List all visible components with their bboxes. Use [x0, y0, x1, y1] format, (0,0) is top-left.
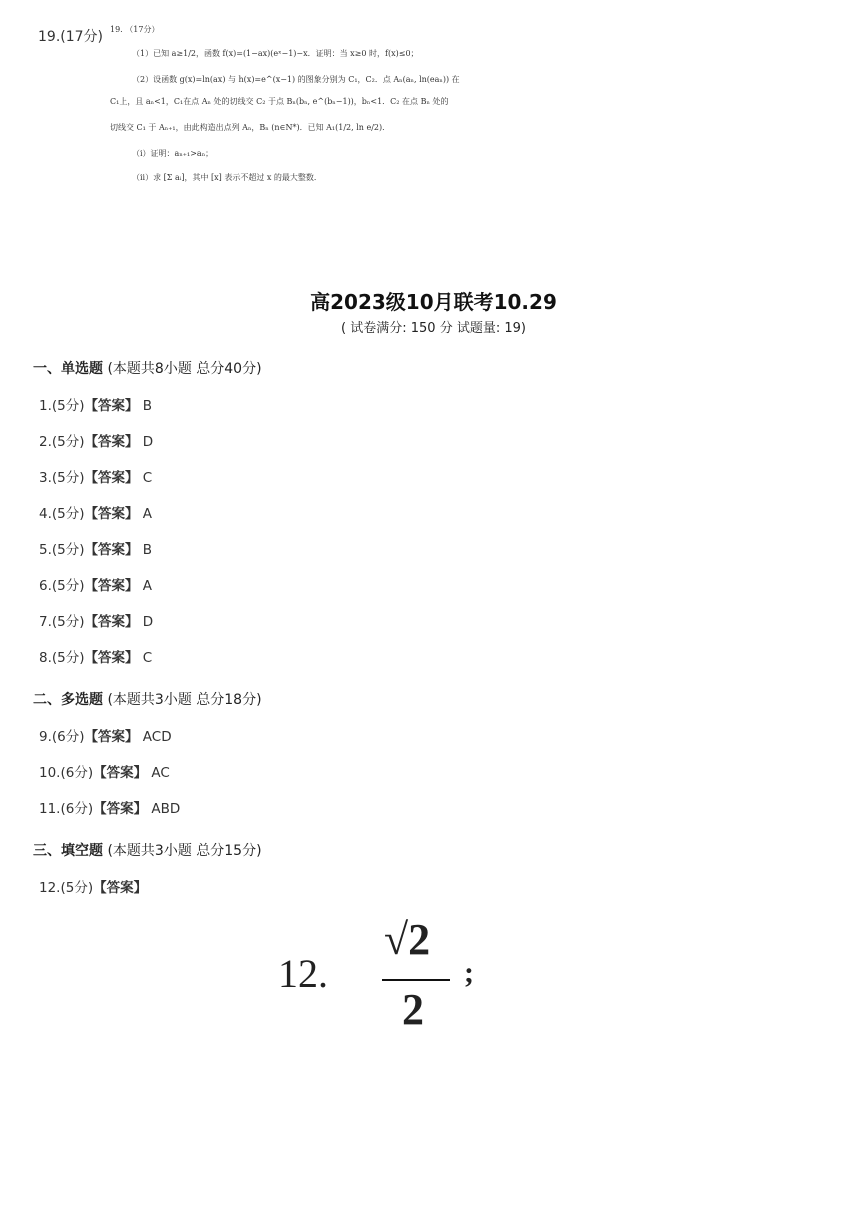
scan-line: 切线交 C₁ 于 Aₙ₊₁，由此构造出点列 Aₙ，Bₙ (n∈N*)．已知 A₁(1/2, ln e/2)．	[110, 123, 391, 132]
question-number: 10.(6分)	[39, 765, 94, 781]
answer-tag: 【答案】	[84, 506, 139, 522]
question-number: 5.(5分)	[39, 542, 85, 558]
answer-tag: 【答案】	[84, 398, 139, 414]
section-name: 二、多选题	[33, 692, 103, 708]
answer-item	[39, 725, 172, 745]
question-number: 3.(5分)	[39, 470, 85, 486]
section-name: 一、单选题	[33, 361, 103, 377]
answer-tag: 【答案】	[84, 434, 139, 450]
scan-line: C₁上，且 aₙ<1，C₁在点 Aₙ 处的切线交 C₂ 于点 Bₙ(bₙ, e^(bₙ−1))，bₙ<1．C₂ 在点 Bₙ 处的	[110, 97, 449, 106]
page-subtitle: ( 试卷满分: 150 分 试题量: 19)	[341, 321, 526, 336]
answer-tag: 【答案】	[84, 614, 139, 630]
question-number: 8.(5分)	[39, 650, 85, 666]
answer-value: C	[138, 470, 153, 486]
section-heading	[33, 840, 262, 860]
scan-line: （1）已知 a≥1/2，函数 f(x)=(1−ax)(eˣ−1)−x．证明：当 x≥0 时，f(x)≤0；	[132, 49, 419, 58]
answer-item	[39, 538, 152, 558]
scan-line: （ii）求 [Σ aᵢ]，其中 [x] 表示不超过 x 的最大整数．	[132, 173, 322, 182]
answer-value: C	[138, 650, 153, 666]
answer-value: A	[138, 578, 153, 594]
section-meta: (本题共3小题 总分18分)	[103, 692, 262, 708]
question-number: 9.(6分)	[39, 729, 85, 745]
answer-item	[39, 502, 152, 522]
question-19-label: 19.(17分)	[38, 29, 104, 45]
scan-line: （i）证明：aₙ₊₁>aₙ；	[132, 149, 214, 158]
answer-tag: 【答案】	[84, 729, 139, 745]
question-number: 4.(5分)	[39, 506, 85, 522]
question-number: 6.(5分)	[39, 578, 85, 594]
answer-tag: 【答案】	[93, 801, 148, 817]
question-number: 11.(6分)	[39, 801, 94, 817]
answer-value: B	[138, 542, 153, 558]
answer-tag: 【答案】	[84, 470, 139, 486]
fraction-bar	[382, 979, 450, 981]
scan-line: 19. （17分）	[110, 25, 160, 34]
answer-item	[39, 466, 152, 486]
answer-number: 12.	[278, 951, 328, 996]
answer-value: ACD	[138, 729, 172, 745]
answer-value: D	[138, 614, 154, 630]
answer-value: B	[138, 398, 153, 414]
answer-item	[39, 610, 153, 630]
answer-value: AC	[147, 765, 170, 781]
answer-12-image	[276, 908, 486, 1038]
answer-tag: 【答案】	[93, 880, 148, 896]
section-heading	[33, 689, 262, 709]
answer-item	[39, 394, 152, 414]
answer-value: A	[138, 506, 153, 522]
answer-item	[39, 761, 170, 781]
page-title: 高2023级10月联考10.29	[310, 290, 557, 314]
section-heading	[33, 358, 262, 378]
question-number: 2.(5分)	[39, 434, 85, 450]
section-meta: (本题共3小题 总分15分)	[103, 843, 262, 859]
answer-item	[39, 430, 153, 450]
scan-line: （2）设函数 g(x)=ln(ax) 与 h(x)=e^(x−1) 的图象分别为 C₁，C₂．点 Aₙ(aₙ, ln(eaₙ)) 在	[132, 75, 460, 84]
answer-tag: 【答案】	[84, 542, 139, 558]
answer-tag: 【答案】	[93, 765, 148, 781]
trailing-semicolon: ;	[464, 956, 474, 989]
answer-value: ABD	[147, 801, 181, 817]
answer-item	[39, 797, 180, 817]
fraction-denominator: 2	[402, 985, 424, 1034]
fraction-numerator: √2	[384, 915, 431, 964]
answer-item	[39, 646, 152, 666]
question-number: 1.(5分)	[39, 398, 85, 414]
answer-tag: 【答案】	[84, 650, 139, 666]
question-number: 12.(5分)	[39, 880, 94, 896]
question-number: 7.(5分)	[39, 614, 85, 630]
answer-value: D	[138, 434, 154, 450]
answer-tag: 【答案】	[84, 578, 139, 594]
section-name: 三、填空题	[33, 843, 103, 859]
answer-item	[39, 876, 147, 896]
answer-item	[39, 574, 152, 594]
section-meta: (本题共8小题 总分40分)	[103, 361, 262, 377]
